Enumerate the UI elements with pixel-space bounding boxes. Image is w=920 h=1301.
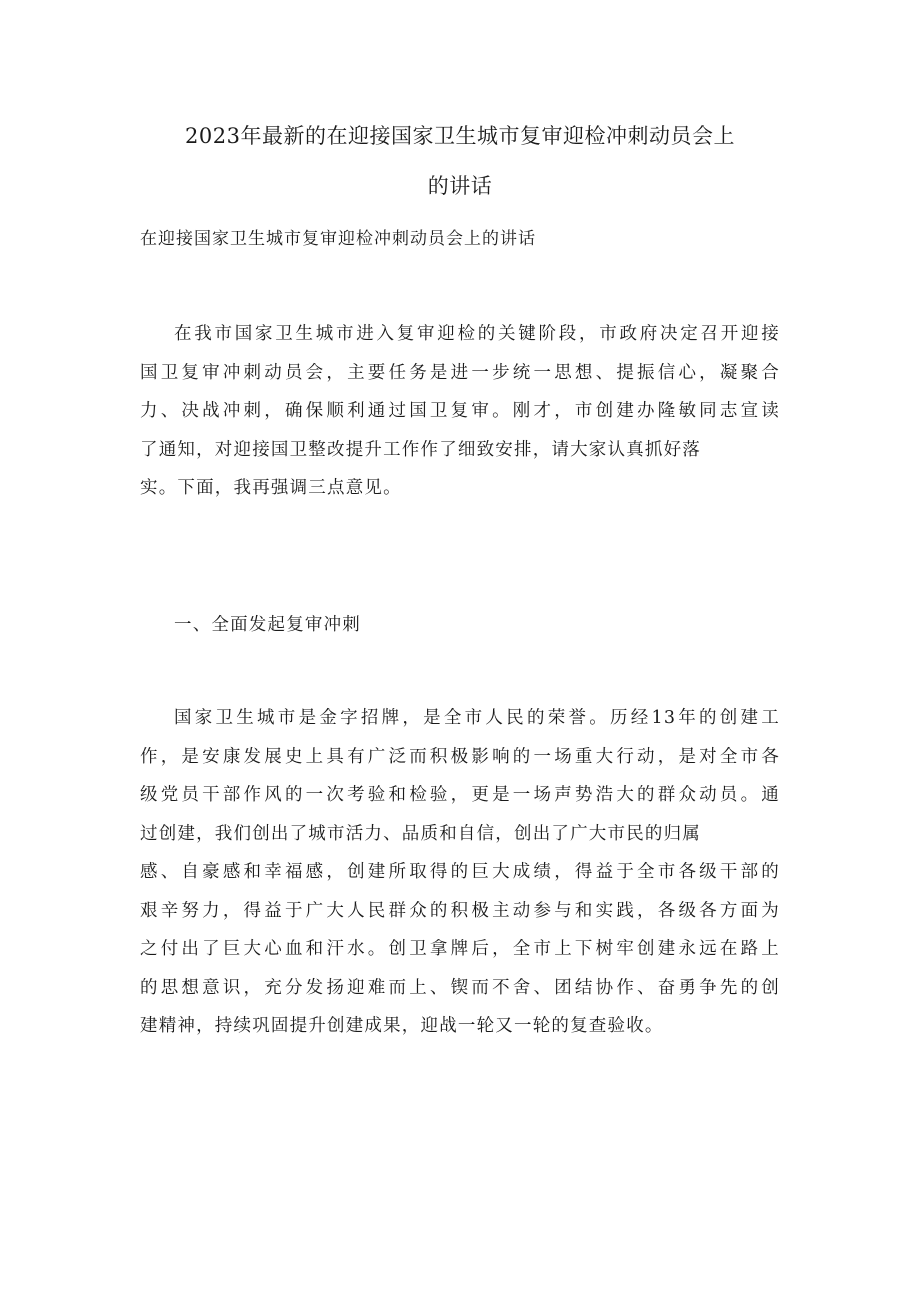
document-title-line-1: 2023年最新的在迎接国家卫生城市复审迎检冲刺动员会上 bbox=[185, 124, 735, 148]
paragraph-1-line: 实。下面，我再强调三点意见。 bbox=[140, 478, 402, 498]
document-subtitle: 在迎接国家卫生城市复审迎检冲刺动员会上的讲话 bbox=[140, 229, 536, 249]
paragraph-2-line: 感、自豪感和幸福感，创建所取得的巨大成绩，得益于全市各级干部的 bbox=[140, 862, 780, 882]
paragraph-2-line: 过创建，我们创出了城市活力、品质和自信，创出了广大市民的归属 bbox=[140, 823, 701, 844]
paragraph-2 bbox=[140, 699, 780, 1046]
document-title-line-2: 的讲话 bbox=[427, 174, 493, 198]
paragraph-2-line: 之付出了巨大心血和汗水。创卫拿牌后，全市上下树牢创建永远在路上 bbox=[140, 939, 780, 959]
paragraph-2-line: 国家卫生城市是金字招牌，是全市人民的荣誉。历经13年的创建工 bbox=[174, 708, 780, 728]
paragraph-1-line: 了通知，对迎接国卫整改提升工作作了细致安排，请大家认真抓好落 bbox=[140, 439, 701, 460]
paragraph-2-line: 建精神，持续巩固提升创建成果，迎战一轮又一轮的复查验收。 bbox=[140, 1016, 664, 1036]
paragraph-1-line: 力、决战冲刺，确保顺利通过国卫复审。刚才，市创建办隆敏同志宣读 bbox=[140, 401, 780, 421]
paragraph-2-line: 作，是安康发展史上具有广泛而积极影响的一场重大行动，是对全市各 bbox=[140, 746, 780, 767]
paragraph-2-line: 级党员干部作风的一次考验和检验，更是一场声势浩大的群众动员。通 bbox=[140, 785, 780, 805]
paragraph-1-line: 国卫复审冲刺动员会，主要任务是进一步统一思想、提振信心，凝聚合 bbox=[140, 362, 780, 383]
section-1-heading: 一、全面发起复审冲刺 bbox=[174, 615, 361, 635]
paragraph-2-line: 的思想意识，充分发扬迎难而上、锲而不舍、团结协作、奋勇争先的创 bbox=[140, 977, 780, 998]
paragraph-1 bbox=[140, 315, 780, 508]
paragraph-1-line: 在我市国家卫生城市进入复审迎检的关键阶段，市政府决定召开迎接 bbox=[174, 324, 780, 344]
paragraph-2-line: 艰辛努力，得益于广大人民群众的积极主动参与和实践，各级各方面为 bbox=[140, 900, 780, 921]
